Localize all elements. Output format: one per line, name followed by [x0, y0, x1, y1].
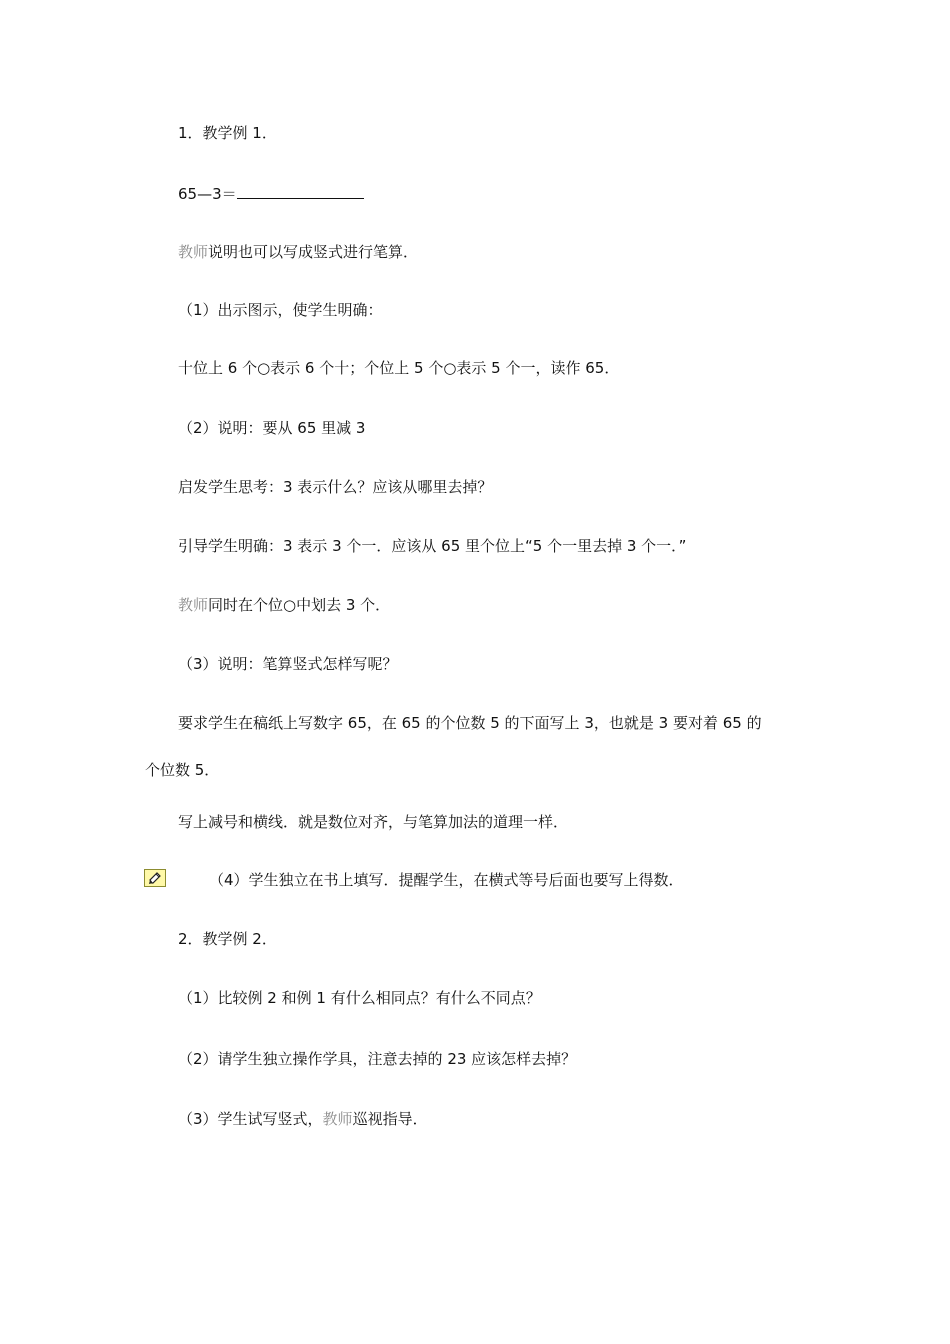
expression-line	[178, 183, 364, 205]
try-write-line	[178, 1108, 428, 1130]
requirement-row-2: 个位数 5．	[145, 761, 220, 779]
step-4-line: （4）学生独立在书上填写．提醒学生，在横式等号后面也要写上得数．	[209, 871, 684, 889]
requirement-row-1: 要求学生在稿纸上写数字 65，在 65 的个位数 5 的下面写上 3，也就是 3 要对着 65 的	[178, 714, 762, 732]
requirement-paragraph	[145, 712, 813, 781]
teacher-explain-line	[178, 241, 418, 263]
guide-line: 引导学生明确：3 表示 3 个一．应该从 65 里个位上“5 个一里去掉 3 个一．”	[178, 537, 687, 555]
teacher-label: 教师	[178, 596, 209, 614]
step-1-line: （1）出示图示，使学生明确：	[178, 301, 383, 319]
pencil-icon	[145, 870, 165, 886]
teacher-cross-text: 同时在个位○中划去 3 个．	[208, 596, 391, 614]
heading-example-2: 2．教学例 2．	[178, 930, 277, 948]
teacher-label: 教师	[178, 243, 209, 261]
teacher-cross-line	[178, 594, 390, 616]
answer-blank	[237, 184, 364, 199]
teacher-label: 教师	[322, 1110, 353, 1128]
teacher-explain-text: 说明也可以写成竖式进行笔算．	[208, 243, 419, 261]
tens-ones-line: 十位上 6 个○表示 6 个十；个位上 5 个○表示 5 个一，读作 65．	[178, 359, 620, 377]
patrol-text: 巡视指导．	[352, 1110, 428, 1128]
step-2-line: （2）说明：要从 65 里减 3	[178, 419, 366, 437]
inspire-line: 启发学生思考：3 表示什么？应该从哪里去掉？	[178, 478, 493, 496]
operate-line: （2）请学生独立操作学具，注意去掉的 23 应该怎样去掉？	[178, 1050, 577, 1068]
minus-sign-line: 写上减号和横线．就是数位对齐，与笔算加法的道理一样．	[178, 813, 569, 831]
pencil-note-icon[interactable]	[144, 869, 166, 887]
compare-line: （1）比较例 2 和例 1 有什么相同点？有什么不同点？	[178, 989, 541, 1007]
heading-example-1: 1．教学例 1．	[178, 124, 277, 142]
try-write-text: （3）学生试写竖式，	[178, 1110, 323, 1128]
expression: 65—3＝	[178, 185, 237, 203]
step-3-line: （3）说明：笔算竖式怎样写呢？	[178, 655, 398, 673]
